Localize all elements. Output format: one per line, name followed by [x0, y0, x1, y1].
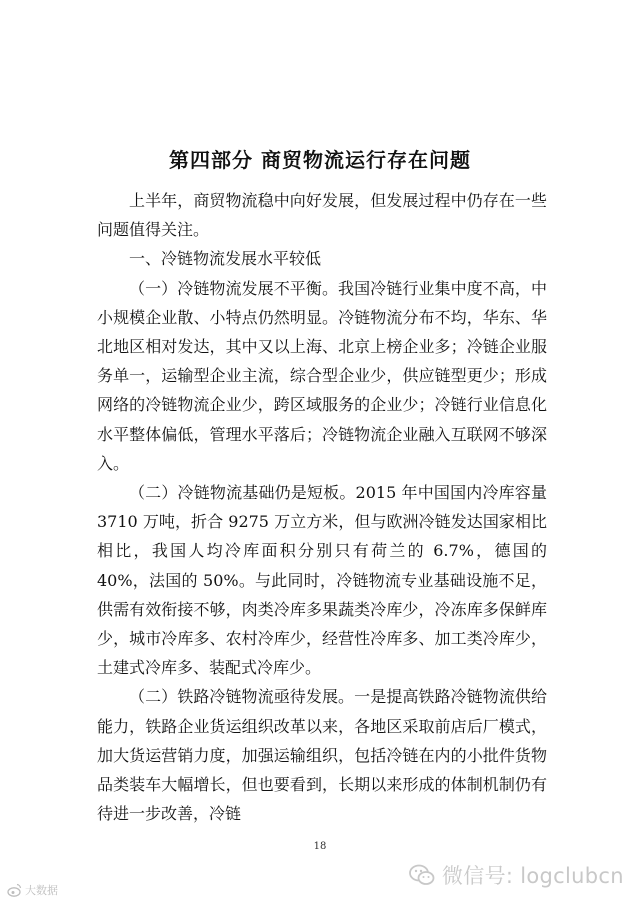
wechat-watermark — [408, 860, 624, 890]
body-text — [97, 186, 547, 828]
wechat-id-text: 微信号: logclubcn — [442, 864, 624, 888]
brand-watermark — [6, 880, 58, 900]
subsection-heading: 一、冷链物流发展水平较低 — [129, 249, 322, 269]
paragraph-intro: 上半年，商贸物流稳中向好发展，但发展过程中仍存在一些问题值得关注。 — [97, 191, 547, 240]
weibo-icon — [6, 882, 22, 898]
page-number: 18 — [313, 841, 327, 852]
section-title: 第四部分 商贸物流运行存在问题 — [169, 148, 471, 172]
paragraph-infrastructure: （二）冷链物流基础仍是短板。2015 年中国国内冷库容量 3710 万吨，折合 9275 万立方米，但与欧洲冷链发达国家相比相比，我国人均冷库面积分别只有荷兰的 6.7%，德国的 40%，法国的 50%。与此同时，冷链物流专业基础设施不足，供需有效衔接不够，肉类冷库多果蔬类冷库少，冷冻库多保鲜库少，城市冷库多、农村冷库少，经营性冷库多、加工类冷库少，土建式冷库多、装配式冷库少。 — [97, 483, 547, 678]
paragraph-imbalance: （一）冷链物流发展不平衡。我国冷链行业集中度不高，中小规模企业散、小特点仍然明显。冷链物流分布不均，华东、华北地区相对发达，其中又以上海、北京上榜企业多；冷链企业服务单一，运输型企业主流，综合型企业少，供应链型更少；形成网络的冷链物流企业少，跨区域服务的企业少；冷链行业信息化水平整体偏低，管理水平落后；冷链物流企业融入互联网不够深入。 — [97, 278, 547, 473]
brand-text: 大数据 — [25, 884, 58, 897]
paragraph-railway: （二）铁路冷链物流亟待发展。一是提高铁路冷链物流供给能力，铁路企业货运组织改革以来，各地区采取前店后厂模式，加大货运营销力度，加强运输组织，包括冷链在内的小批件货物品类装车大幅增长，但也要看到，长期以来形成的体制机制仍有待进一步改善，冷链 — [97, 687, 547, 824]
wechat-icon — [408, 861, 436, 889]
